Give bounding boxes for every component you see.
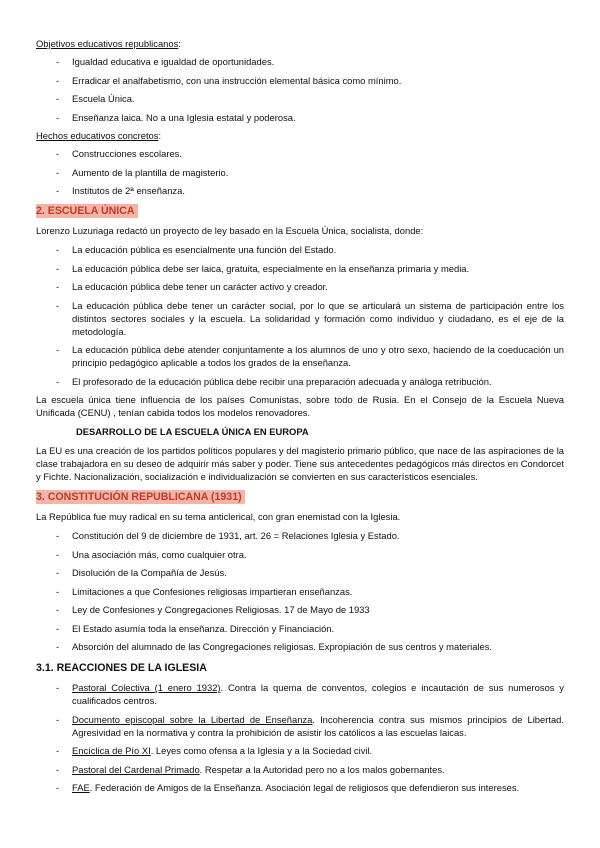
section-3-title: 3. CONSTITUCIÓN REPUBLICANA (1931) xyxy=(36,490,245,504)
reaccion-text: . Leyes como ofensa a la Iglesia y a la Sociedad civil. xyxy=(150,745,373,756)
list-item xyxy=(36,781,564,794)
reacciones-list xyxy=(36,681,564,794)
list-item: - Constitución del 9 de diciembre de 1931, art. 26 = Relaciones Iglesia y Estado. xyxy=(36,529,564,542)
list-item xyxy=(36,744,564,757)
list-item: - La educación pública debe tener un carácter social, por lo que se articulará un sistema de participación entre los distintos sectores sociales y la escuela. La solidaridad y formación como individuo y ciudadano, es el eje de la metodología. xyxy=(36,299,564,338)
section-2-heading xyxy=(36,204,564,218)
constitucion-list xyxy=(36,529,564,653)
hechos-list xyxy=(36,147,564,197)
escuela-unica-list xyxy=(36,243,564,388)
reaccion-title: FAE xyxy=(72,782,90,793)
list-item: - Institutos de 2ª enseñanza. xyxy=(36,184,564,197)
list-item xyxy=(36,713,564,739)
list-item: - Disolución de la Compañía de Jesús. xyxy=(36,566,564,579)
list-item: - Aumento de la plantilla de magisterio. xyxy=(36,166,564,179)
list-item: - El Estado asumía toda la enseñanza. Dirección y Financiación. xyxy=(36,622,564,635)
hechos-heading-text: Hechos educativos concretos xyxy=(36,130,159,141)
section-3-1-heading: 3.1. REACCIONES DE LA IGLESIA xyxy=(36,662,207,674)
list-item: - Construcciones escolares. xyxy=(36,147,564,160)
section-3-heading xyxy=(36,490,564,504)
objetivos-list xyxy=(36,55,564,124)
constitucion-intro: La República fue muy radical en su tema anticlerical, con gran enemistad con la Iglesia. xyxy=(36,511,401,522)
list-item xyxy=(36,681,564,707)
objetivos-heading-text: Objetivos educativos republicanos xyxy=(36,38,179,49)
reaccion-text: . Respetar a la Autoridad pero no a los malos gobernantes. xyxy=(199,763,445,775)
list-item: - Absorción del alumnado de las Congregaciones religiosas. Expropiación de sus centros y materiales. xyxy=(36,640,564,653)
reaccion-text: . Contra la quema de conventos, colegios e incautación de sus numerosos y cualificados centros. xyxy=(72,682,564,706)
list-item: - La educación pública debe tener un carácter activo y creador. xyxy=(36,280,564,293)
reaccion-title: Pastoral Colectiva (1 enero 1932) xyxy=(72,682,221,693)
escuela-unica-paragraph: La escuela única tiene influencia de los países Comunistas, sobre todo de Rusia. En el Consejo de la Escuela Nueva Unificada (CENU) , tenían cabida todos los modelos renovadores. xyxy=(36,394,564,418)
list-item: - Erradicar el analfabetismo, con una instrucción elemental básica como mínimo. xyxy=(36,74,564,87)
list-item: - El profesorado de la educación pública debe recibir una preparación adecuada y análoga retribución. xyxy=(36,375,564,388)
list-item: - Limitaciones a que Confesiones religiosas impartieran enseñanzas. xyxy=(36,585,564,598)
list-item: - Igualdad educativa e igualdad de oportunidades. xyxy=(36,55,564,68)
escuela-unica-intro: Lorenzo Luzuriaga redactó un proyecto de ley basado en la Escuela Única, socialista, donde: xyxy=(36,225,424,236)
list-item xyxy=(36,763,564,776)
reaccion-title: Documento episcopal sobre la Libertad de Enseñanza xyxy=(72,713,313,725)
reaccion-title: Pastoral del Cardenal Primado xyxy=(72,763,200,775)
list-item: - Una asociación más, como cualquier otra. xyxy=(36,548,564,561)
reaccion-title: Encíclica de Pío XI xyxy=(72,745,151,756)
list-item: - Enseñanza laica. No a una Iglesia estatal y poderosa. xyxy=(36,111,564,124)
hechos-heading: Hechos educativos concretos: xyxy=(36,130,162,141)
reaccion-text: . Federación de Amigos de la Enseñanza. Asociación legal de religiosos que defendieron sus intereses. xyxy=(89,782,520,793)
reaccion-text: . Incoherencia contra sus mismos principios de Libertad. Agresividad en la normativa y contra la prohibición de asistir los católicos a las escuelas laicas. xyxy=(72,713,564,738)
list-item: - Ley de Confesiones y Congregaciones Religiosas. 17 de Mayo de 1933 xyxy=(36,603,564,616)
desarrollo-paragraph: La EU es una creación de los partidos políticos populares y del magisterio primario público, que nace de las aspiraciones de la clase trabajadora en su deseo de adquirir más saber y poder. Tiene sus antecedentes pedagógicos más directos en Condorcet y Fichte. Nacionalización, socialización e individualización se convierten en sus característicos esenciales. xyxy=(36,445,564,482)
desarrollo-subheading: DESARROLLO DE LA ESCUELA ÚNICA EN EUROPA xyxy=(76,426,309,437)
list-item: - Escuela Única. xyxy=(36,92,564,105)
list-item: - La educación pública es esencialmente una función del Estado. xyxy=(36,243,564,256)
list-item: - La educación pública debe ser laica, gratuita, especialmente en la enseñanza primaria y media. xyxy=(36,262,564,275)
list-item: - La educación pública debe atender conjuntamente a los alumnos de uno y otro sexo, haciendo de la coeducación un principio pedagógico aplicable a todos los grados de la enseñanza. xyxy=(36,343,564,369)
section-2-title: 2. ESCUELA ÚNICA xyxy=(36,204,138,218)
objetivos-heading: Objetivos educativos republicanos: xyxy=(36,38,181,49)
